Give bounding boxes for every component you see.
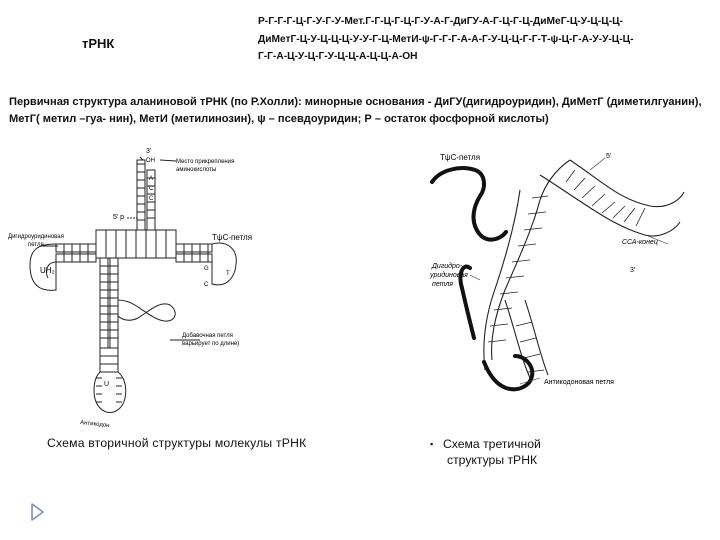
- secondary-structure-diagram: [0, 140, 300, 435]
- trna-label: тРНК: [82, 36, 115, 51]
- tertiary-dhu-label-line3: петля: [432, 281, 454, 288]
- secondary-5-end: 5' р: [113, 214, 125, 221]
- tertiary-dhu-label-line1: Дигидро-: [432, 263, 463, 270]
- acceptor-base-c2: С: [149, 196, 154, 202]
- tertiary-caption-line1: Схема третичной: [443, 437, 541, 451]
- triangle-right-icon[interactable]: [31, 503, 45, 521]
- tertiary-dhu-label-line2: уридиновая: [430, 272, 468, 279]
- caption-bullet: ▪: [430, 439, 434, 449]
- tpsic-mark-t: T: [226, 271, 230, 277]
- attach-label-line1: Место прикрепления: [176, 159, 235, 165]
- tertiary-anticodon-label: Антикодоновая петля: [544, 379, 614, 386]
- primary-structure-description: Первичная структура аланиновой тРНК (по Р.Холли): минорные основания - ДиГУ(дигидроуридин), ДиМетГ (диметилгуанин), МетГ( метил –гуа- нин), МетИ (метилинозин), ψ – псевдоуридин; Р – остаток фосфорной кислоты): [9, 96, 702, 125]
- tpsic-mark-g: G: [204, 266, 209, 272]
- primary-sequence: Р-Г-Г-Г-Ц-Г-У-Г-У-Мет.Г-Г-Ц-Г-Ц-Г-У-А-Г-ДиГУ-А-Г-Ц-Г-Ц-ДиМеГ-Ц-У-Ц-Ц-Ц- ДиМетГ-Ц-У-Ц-Ц-Ц-У-У-Г-Ц-МетИ-ψ-Г-Г-Г-А-А-Г-У-Ц-Ц-Г-Г-Т-ψ-Ц-Г-А-У-У-Ц-Ц- Г-Г-А-Ц-У-Ц-Г-У-Ц-Ц-А-Ц-Ц-А-ОН: [258, 16, 634, 62]
- extra-loop-label-line2: варьирует по длине): [182, 341, 240, 347]
- tpsic-label-secondary: TψC-петля: [212, 233, 253, 242]
- tpsic-mark-c: C: [204, 282, 209, 288]
- tertiary-structure-diagram: [400, 140, 700, 410]
- cca-end-label: ССА-конец: [622, 239, 658, 246]
- dhu-label-line1: Дигидроуридиновая: [8, 234, 64, 240]
- secondary-3-end: 3': [146, 148, 152, 155]
- tertiary-structure-caption: [430, 436, 541, 468]
- tertiary-caption-line2: структуры тРНК: [447, 453, 538, 467]
- secondary-oh: OH: [146, 158, 155, 164]
- acceptor-base-a: А: [149, 176, 154, 182]
- extra-loop-label-line1: Добавочная петля: [182, 333, 233, 339]
- acceptor-base-c1: С: [149, 186, 154, 192]
- anticodon-label: Антикодон: [79, 420, 110, 430]
- tertiary-3-end: 3': [630, 267, 636, 274]
- anticodon-mark: U: [104, 381, 110, 388]
- secondary-structure-caption: Схема вторичной структуры молекулы тРНК: [47, 436, 307, 450]
- dhu-mark: UH₂: [40, 266, 55, 275]
- attach-label-line2: аминокислоты: [176, 167, 217, 173]
- tpsic-label-tertiary: TψC-петля: [440, 153, 481, 162]
- tertiary-5-end: 5': [606, 153, 612, 160]
- dhu-label-line2: петля: [28, 242, 44, 248]
